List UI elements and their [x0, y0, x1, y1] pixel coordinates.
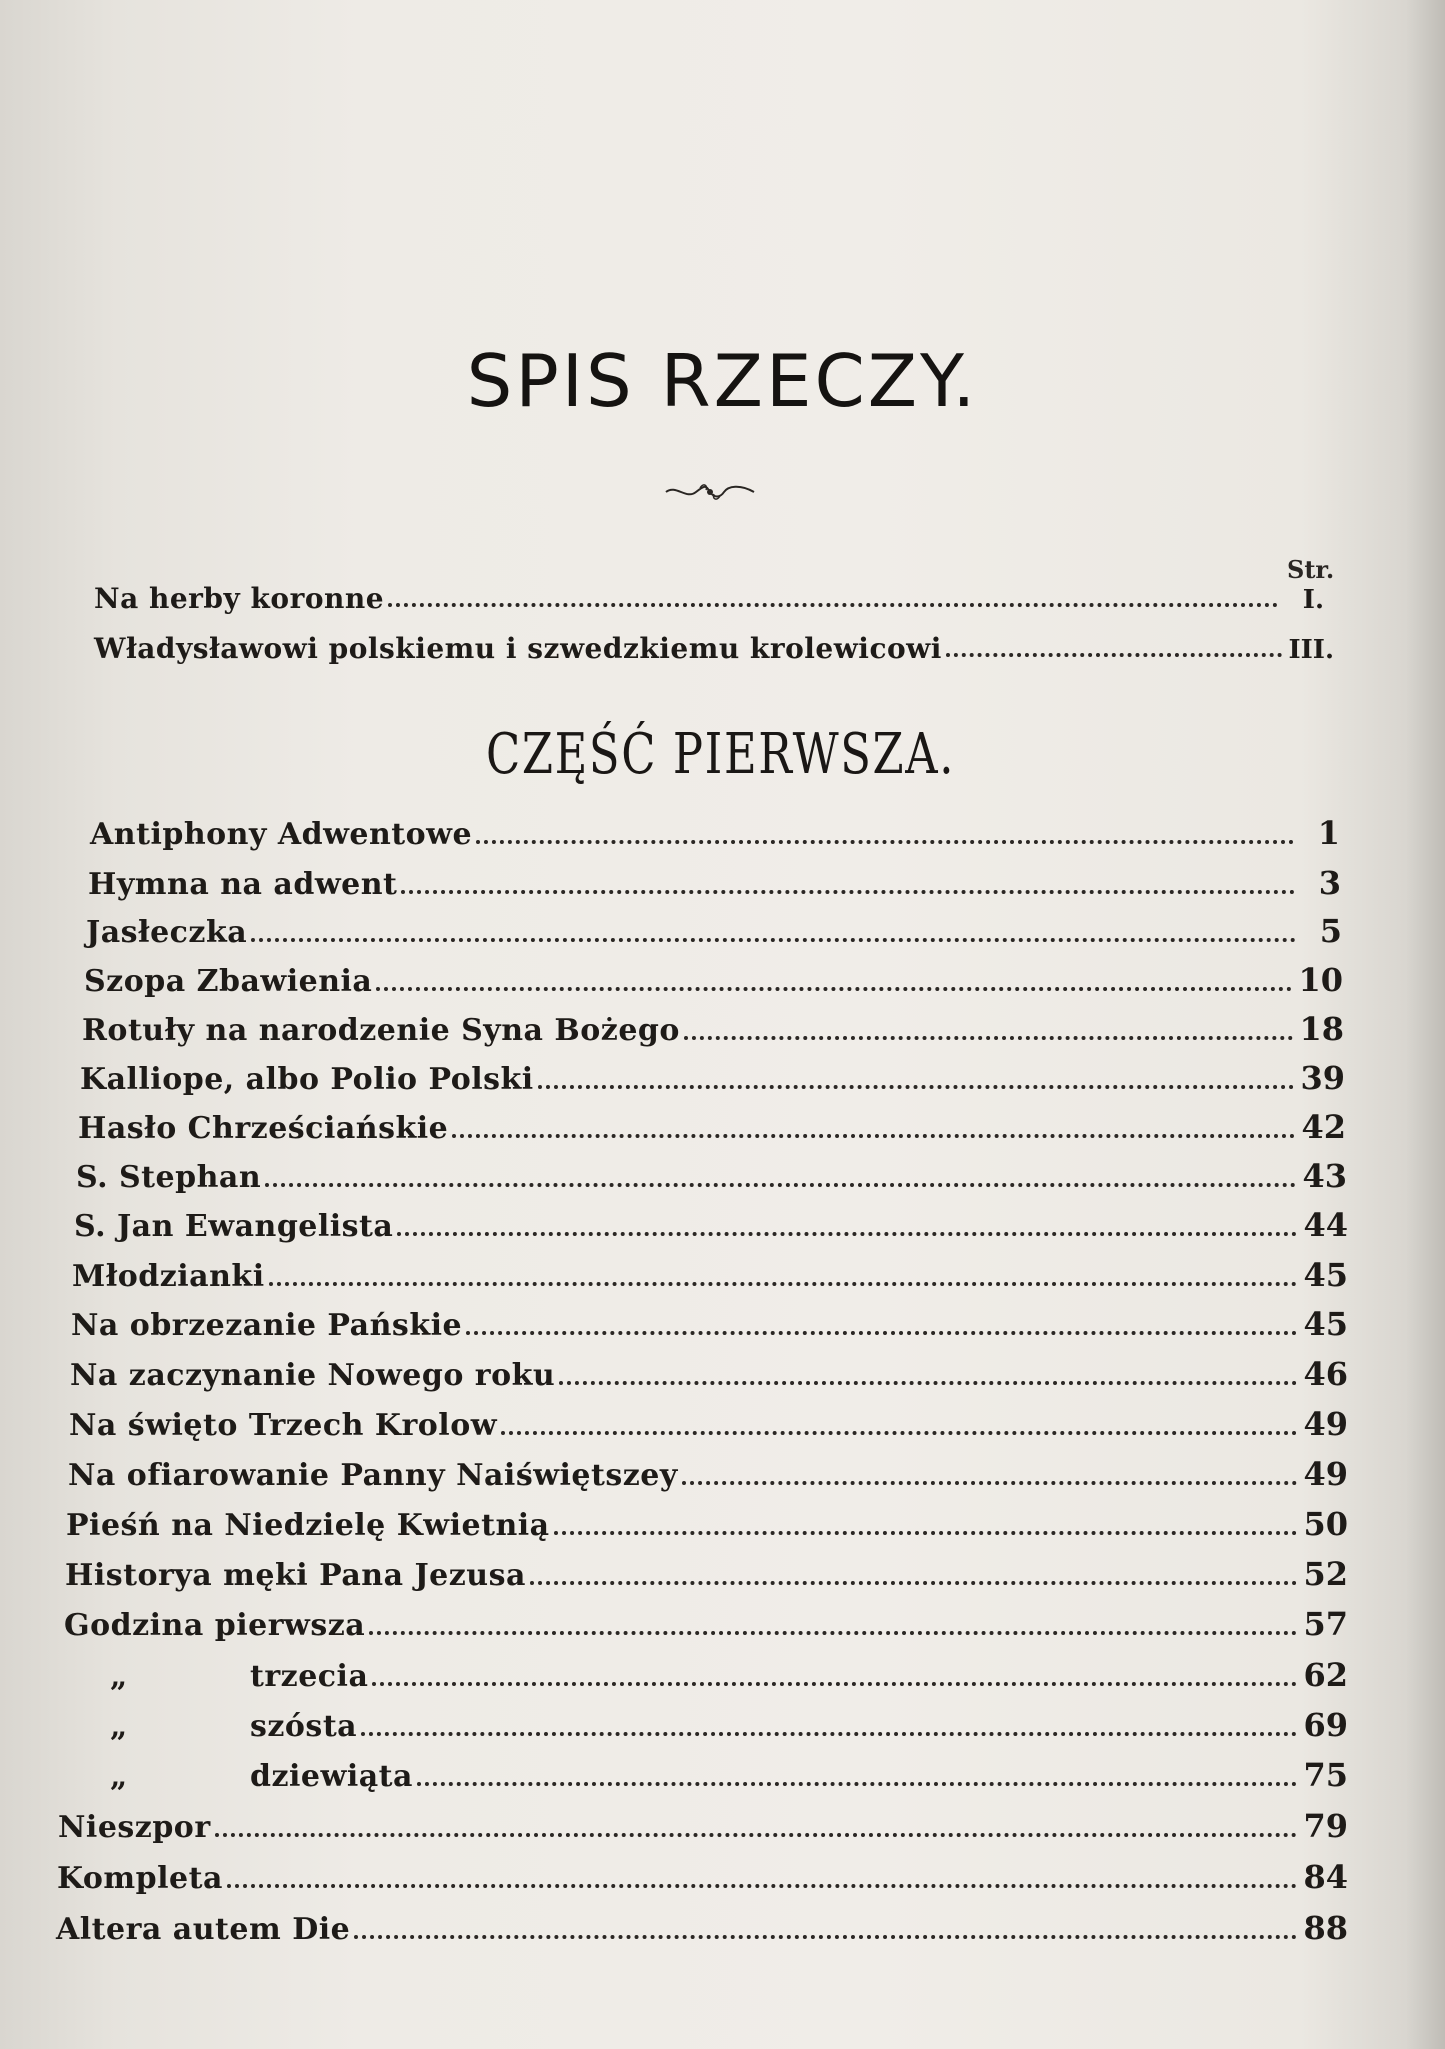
dot-leader [227, 1884, 1298, 1888]
toc-entry-page: 39 [1300, 1059, 1345, 1097]
toc-entry-title: Jasłeczka [86, 915, 248, 950]
toc-entry-page: 45 [1303, 1305, 1348, 1343]
dot-leader [388, 603, 1278, 607]
toc-entry [65, 1553, 1348, 1593]
toc-entry-title: Młodzianki [72, 1259, 265, 1294]
page-title: SPIS RZECZY. [466, 339, 979, 423]
section-title: CZĘŚĆ PIERWSZA. [486, 722, 956, 787]
toc-entry-page: 69 [1303, 1706, 1348, 1744]
toc-entry [70, 1353, 1348, 1393]
dot-leader [354, 1935, 1297, 1939]
dot-leader [476, 840, 1294, 844]
dot-leader [452, 1134, 1295, 1138]
toc-entry-page: III. [1288, 635, 1334, 665]
toc-entry [90, 812, 1340, 852]
ditto-mark: „ [110, 1659, 128, 1694]
toc-entry-page: 79 [1303, 1807, 1348, 1845]
toc-entry-title: Kalliope, albo Polio Polski [80, 1062, 534, 1097]
toc-entry-title: Antiphony Adwentowe [90, 817, 473, 852]
dot-leader [530, 1581, 1298, 1585]
dot-leader [361, 1732, 1297, 1736]
toc-entry-title: Pieśń na Niedzielę Kwietnią [66, 1508, 550, 1543]
toc-entry-prelim [94, 575, 1324, 615]
toc-entry-page: 46 [1303, 1355, 1348, 1393]
toc-entry [66, 1503, 1348, 1543]
toc-entry-prelim [94, 625, 1334, 665]
toc-entry-page: 57 [1303, 1605, 1348, 1643]
toc-entry [84, 959, 1343, 999]
toc-entry [110, 1754, 1348, 1794]
dot-leader [538, 1085, 1295, 1089]
toc-entry-page: 42 [1301, 1108, 1346, 1146]
toc-entry-page: 18 [1299, 1010, 1344, 1048]
toc-entry-page: 3 [1318, 864, 1341, 902]
toc-entry [88, 862, 1341, 902]
dot-leader [417, 1782, 1298, 1786]
dot-leader [501, 1431, 1297, 1435]
toc-entry-page: 44 [1303, 1206, 1348, 1244]
toc-entry [76, 1155, 1347, 1195]
toc-entry-page: 1 [1317, 814, 1340, 852]
toc-entry [82, 1008, 1344, 1048]
toc-entry [72, 1254, 1348, 1294]
toc-entry-page: 88 [1303, 1909, 1348, 1947]
toc-entry [86, 910, 1342, 950]
toc-entry-title: Hasło Chrześciańskie [78, 1111, 449, 1146]
toc-entry [64, 1603, 1348, 1643]
toc-entry-page: 49 [1303, 1455, 1348, 1493]
dot-leader [265, 1183, 1296, 1187]
toc-entry [58, 1805, 1348, 1845]
toc-entry-title: Altera autem Die [56, 1912, 351, 1947]
toc-entry [56, 1907, 1348, 1947]
toc-entry-page: 62 [1303, 1656, 1348, 1694]
dot-leader [251, 938, 1296, 942]
toc-entry [68, 1453, 1348, 1493]
toc-entry-title: trzecia [250, 1659, 369, 1694]
toc-entry [80, 1057, 1345, 1097]
toc-entry-title: Hymna na adwent [88, 867, 398, 902]
toc-entry [78, 1106, 1346, 1146]
toc-entry-title: Na zaczynanie Nowego roku [70, 1358, 556, 1393]
toc-entry-page: I. [1302, 585, 1324, 615]
fleuron-ornament-icon [660, 480, 760, 504]
page-gutter-shadow [1407, 0, 1445, 2049]
ditto-mark: „ [110, 1709, 128, 1744]
dot-leader [369, 1631, 1297, 1635]
dot-leader [376, 987, 1292, 991]
toc-entry [71, 1303, 1348, 1343]
dot-leader [466, 1331, 1297, 1335]
toc-entry [110, 1704, 1348, 1744]
toc-entry-title: Godzina pierwsza [64, 1608, 366, 1643]
dot-leader [401, 890, 1295, 894]
toc-entry-title: Na obrzezanie Pańskie [71, 1308, 463, 1343]
dot-leader [559, 1381, 1297, 1385]
toc-entry-title: S. Stephan [76, 1160, 262, 1195]
toc-entry-title: dziewiąta [250, 1759, 413, 1794]
toc-entry [57, 1856, 1348, 1896]
toc-entry-page: 49 [1303, 1405, 1348, 1443]
toc-entry-title: Władysławowi polskiemu i szwedzkiemu krolewicowi [94, 632, 942, 665]
toc-entry [69, 1403, 1348, 1443]
toc-entry-page: 50 [1303, 1505, 1348, 1543]
ditto-mark: „ [110, 1759, 128, 1794]
toc-entry-page: 52 [1303, 1555, 1348, 1593]
toc-entry-title: Nieszpor [58, 1810, 211, 1845]
toc-entry-title: Historya męki Pana Jezusa [65, 1558, 526, 1593]
toc-entry-title: Kompleta [57, 1861, 223, 1896]
toc-entry-title: Na herby koronne [94, 582, 385, 615]
toc-entry-title: Na ofiarowanie Panny Naiświętszey [68, 1458, 678, 1493]
toc-entry-page: 43 [1302, 1157, 1347, 1195]
toc-entry-title: S. Jan Ewangelista [74, 1209, 394, 1244]
dot-leader [684, 1036, 1294, 1040]
toc-entry-page: 5 [1319, 912, 1342, 950]
toc-entry-title: szósta [250, 1709, 358, 1744]
toc-entry [110, 1654, 1348, 1694]
toc-entry-page: 10 [1298, 961, 1343, 999]
toc-entry-page: 45 [1303, 1256, 1348, 1294]
dot-leader [946, 653, 1283, 657]
toc-entry-title: Na święto Trzech Krolow [69, 1408, 498, 1443]
dot-leader [397, 1232, 1297, 1236]
dot-leader [372, 1682, 1297, 1686]
toc-entry-title: Szopa Zbawienia [84, 964, 373, 999]
dot-leader [554, 1531, 1298, 1535]
toc-entry [74, 1204, 1348, 1244]
toc-entry-title: Rotuły na narodzenie Syna Bożego [82, 1013, 680, 1048]
toc-entry-page: 84 [1303, 1858, 1348, 1896]
page-column-label: Str. [1287, 555, 1335, 584]
toc-entry-page: 75 [1303, 1756, 1348, 1794]
dot-leader [215, 1833, 1298, 1837]
dot-leader [269, 1282, 1298, 1286]
dot-leader [682, 1481, 1298, 1485]
